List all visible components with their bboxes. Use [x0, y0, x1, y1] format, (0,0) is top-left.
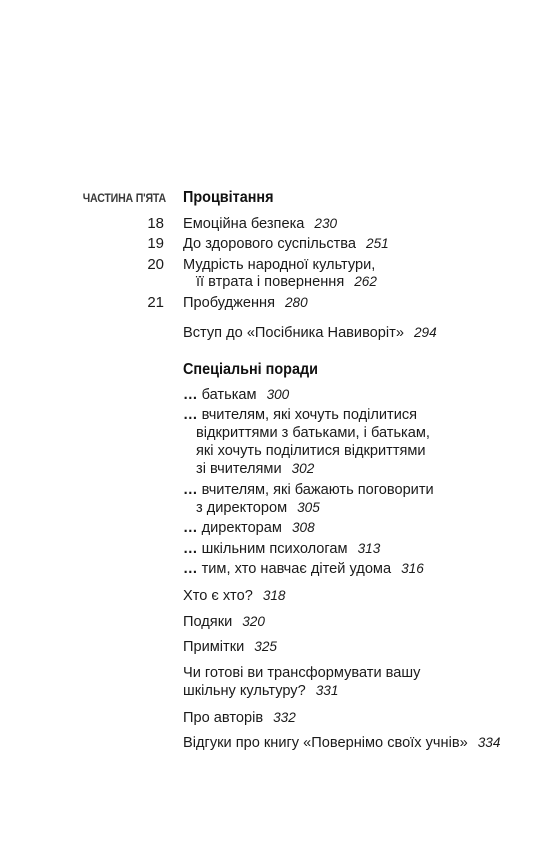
toc-page-number: 294 — [413, 325, 437, 340]
section-title: Спеціальні поради — [183, 361, 318, 378]
toc-entry-title: Про авторів — [183, 710, 264, 726]
toc-entry-title: Вступ до «Посібника Навиворіт» — [183, 325, 404, 341]
part-title: Процвітання — [183, 189, 274, 206]
toc-entry-continuation[interactable] — [196, 442, 426, 460]
toc-entry[interactable] — [183, 294, 308, 312]
toc-entry[interactable] — [183, 324, 437, 342]
toc-entry[interactable] — [183, 519, 315, 537]
ellipsis-mark: … — [183, 541, 198, 557]
toc-entry[interactable] — [183, 664, 420, 682]
toc-page-number: 318 — [262, 588, 286, 603]
toc-entry-title: Мудрість народної культури, — [183, 257, 376, 273]
toc-entry-continuation[interactable] — [183, 682, 338, 700]
toc-page-number: 334 — [477, 735, 501, 750]
toc-page-number: 262 — [354, 274, 377, 289]
toc-entry[interactable] — [183, 587, 286, 605]
toc-entry-title: батькам — [201, 387, 257, 403]
chapter-number: 18 — [147, 215, 164, 232]
toc-entry-title: Емоційна безпека — [183, 216, 305, 232]
toc-entry-title: вчителям, які бажають поговорити — [201, 482, 434, 498]
toc-entry-title: шкільним психологам — [201, 541, 348, 557]
toc-entry-title: відкриттями з батьками, і батькам, — [196, 425, 430, 441]
toc-entry-continuation[interactable] — [196, 460, 314, 478]
toc-page-number: 331 — [315, 683, 339, 698]
toc-page-number: 280 — [285, 295, 308, 310]
ellipsis-mark: … — [183, 407, 198, 423]
ellipsis-mark: … — [183, 482, 198, 498]
toc-entry-title: які хочуть поділитися відкриттями — [196, 443, 426, 459]
toc-entry-continuation[interactable] — [196, 424, 430, 442]
toc-entry[interactable] — [183, 386, 289, 404]
toc-page-number: 302 — [291, 461, 315, 476]
toc-entry[interactable] — [183, 560, 424, 578]
toc-entry-title: зі вчителями — [196, 461, 282, 477]
toc-page-number: 332 — [273, 710, 296, 725]
toc-entry[interactable] — [183, 235, 389, 253]
ellipsis-mark: … — [183, 520, 198, 536]
toc-page-number: 316 — [401, 561, 424, 576]
toc-entry-title: її втрата і повернення — [196, 274, 345, 290]
toc-entry[interactable] — [183, 481, 434, 499]
toc-page-number: 313 — [357, 541, 381, 556]
toc-entry-title: Хто є хто? — [183, 588, 253, 604]
toc-page-number: 230 — [314, 216, 338, 231]
toc-entry-title: вчителям, які хочуть поділитися — [201, 407, 418, 423]
toc-entry-title: шкільну культуру? — [183, 683, 306, 699]
toc-entry[interactable] — [183, 406, 417, 424]
part-label: ЧАСТИНА П'ЯТА — [82, 193, 166, 205]
toc-entry-title: Пробудження — [183, 295, 275, 311]
toc-page-number: 251 — [366, 236, 389, 251]
toc-entry-title: Подяки — [183, 614, 233, 630]
chapter-number: 19 — [147, 235, 164, 252]
toc-entry[interactable] — [183, 638, 277, 656]
toc-page-number: 325 — [254, 639, 277, 654]
toc-entry[interactable] — [183, 215, 337, 233]
toc-entry-continuation[interactable] — [196, 499, 320, 517]
toc-entry-title: з директором — [196, 500, 288, 516]
toc-entry-title: Примітки — [183, 639, 245, 655]
toc-entry-title: тим, хто навчає дітей удома — [201, 561, 392, 577]
toc-entry-title: директорам — [201, 520, 282, 536]
ellipsis-mark: … — [183, 561, 198, 577]
toc-entry-title: Чи готові ви трансформувати вашу — [183, 665, 421, 681]
toc-page-number: 305 — [297, 500, 320, 515]
chapter-number: 20 — [147, 256, 164, 273]
toc-entry-title: До здорового суспільства — [183, 236, 357, 252]
toc-entry[interactable] — [183, 540, 380, 558]
toc-page-number: 308 — [291, 520, 315, 535]
toc-entry[interactable] — [183, 734, 500, 752]
toc-entry-continuation[interactable] — [196, 273, 377, 291]
toc-entry[interactable] — [183, 613, 265, 631]
toc-entry[interactable] — [183, 709, 296, 727]
toc-entry[interactable] — [183, 256, 375, 274]
toc-page-number: 300 — [266, 387, 290, 402]
toc-page-number: 320 — [242, 614, 265, 629]
chapter-number: 21 — [147, 294, 164, 311]
ellipsis-mark: … — [183, 387, 198, 403]
toc-entry-title: Відгуки про книгу «Повернімо своїх учнів» — [183, 735, 468, 751]
